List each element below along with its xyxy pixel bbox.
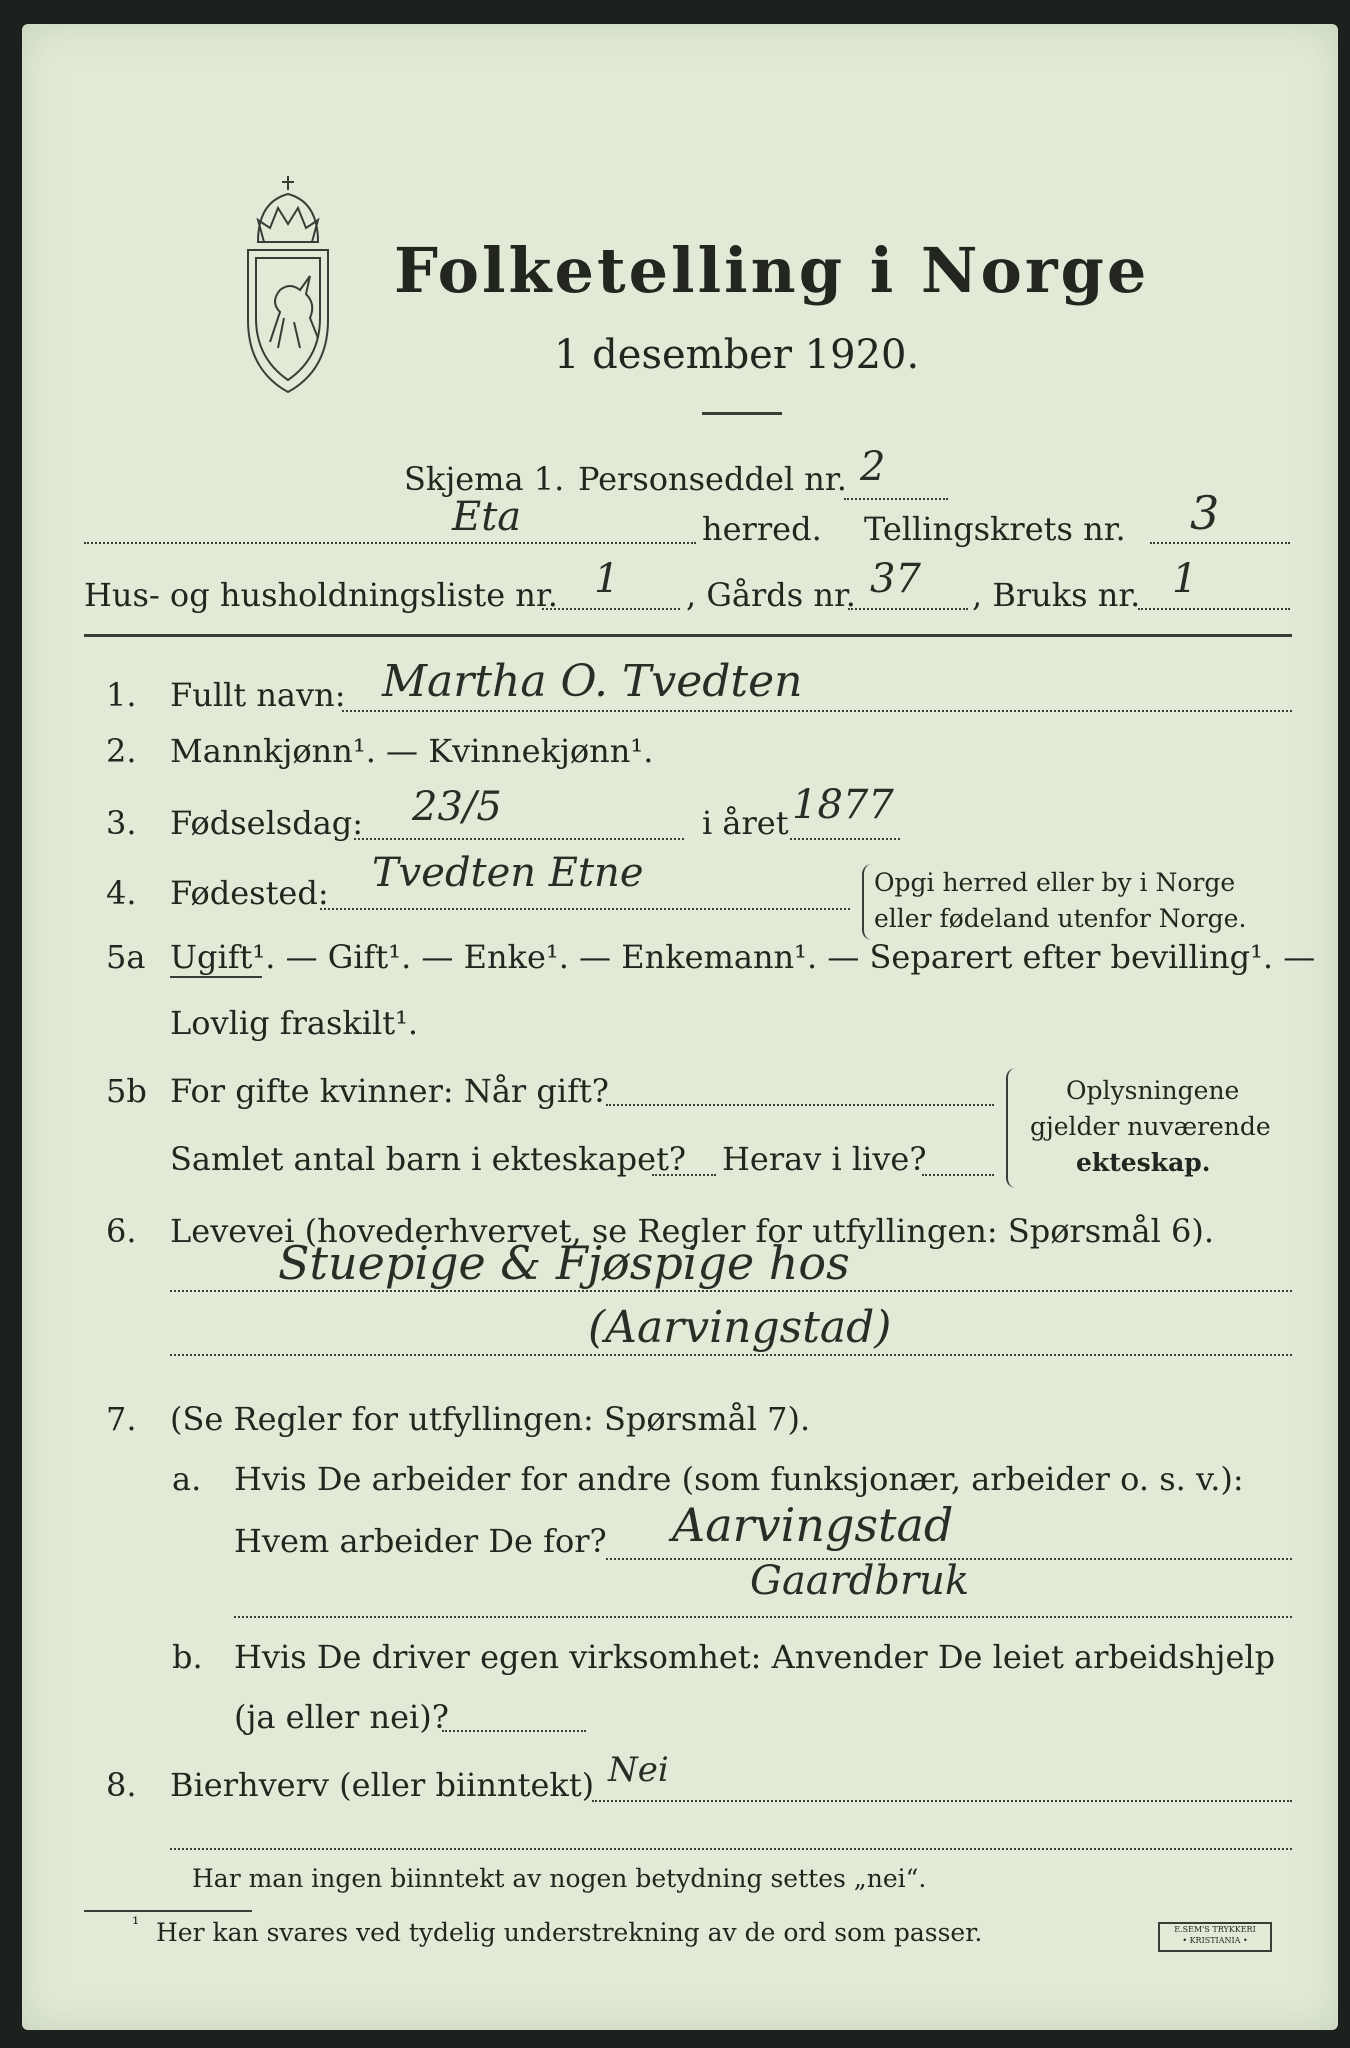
q8-line2 <box>170 1848 1292 1850</box>
q3-year-line <box>790 838 900 840</box>
q7b-letter: b. <box>172 1638 203 1676</box>
q5b-number: 5b <box>106 1072 147 1110</box>
printer-stamp-line2: • KRISTIANIA • <box>1182 1936 1248 1945</box>
bruks-line <box>1138 608 1290 610</box>
q1-line <box>342 710 1292 712</box>
q5b-note-line3: ekteskap. <box>1076 1148 1211 1177</box>
q7a-value-line1: Aarvingstad <box>672 1498 954 1552</box>
q5b-label: For gifte kvinner: Når gift? <box>170 1072 609 1110</box>
q1-label: Fullt navn: <box>170 676 346 714</box>
q7b-label-line2: (ja eller nei)? <box>234 1698 449 1736</box>
q5b-note-line2: gjelder nuværende <box>1030 1112 1271 1141</box>
q5b-children-line <box>652 1174 716 1176</box>
personseddel-label: Personseddel nr. <box>578 460 847 498</box>
tellingskrets-line <box>1150 542 1290 544</box>
biinntekt-note: Har man ingen biinntekt av nogen betydning settes „nei“. <box>192 1864 927 1893</box>
q6-value-line1: Stuepige & Fjøspige hos <box>278 1236 850 1290</box>
printer-stamp <box>1158 1922 1272 1952</box>
tellingskrets-label: Tellingskrets nr. <box>864 510 1126 548</box>
printer-stamp-line1: E.SEM'S TRYKKERI <box>1174 1925 1256 1934</box>
q4-note-line2: eller fødeland utenfor Norge. <box>874 904 1247 933</box>
personseddel-value: 2 <box>860 444 886 490</box>
q8-line <box>592 1800 1292 1802</box>
q7-label: (Se Regler for utfyllingen: Spørsmål 7). <box>170 1400 811 1438</box>
q5b-note-line1: Oplysningene <box>1066 1076 1240 1105</box>
q8-label: Bierhverv (eller biinntekt) <box>170 1766 595 1804</box>
q5b-brace <box>1006 1068 1018 1188</box>
form-date: 1 desember 1920. <box>554 332 920 378</box>
personseddel-line <box>844 498 948 500</box>
q7a-employer-label: Hvem arbeider De for? <box>234 1522 607 1560</box>
gards-value: 37 <box>870 556 921 602</box>
gards-line <box>848 608 968 610</box>
q7-number: 7. <box>106 1400 137 1438</box>
q6-line1 <box>170 1290 1292 1292</box>
q2-label: Mannkjønn¹. — Kvinnekjønn¹. <box>170 732 654 770</box>
q5a-label-line2: Lovlig fraskilt¹. <box>170 1004 419 1042</box>
q6-label: Levevei (hovederhvervet, se Regler for utfyllingen: Spørsmål 6). <box>170 1212 1215 1250</box>
herred-line <box>84 542 696 544</box>
hus-value: 1 <box>594 556 620 602</box>
q4-note-line1: Opgi herred eller by i Norge <box>874 868 1236 897</box>
skjema-label: Skjema 1. <box>404 460 565 498</box>
q4-value: Tvedten Etne <box>372 850 644 896</box>
q2-number: 2. <box>106 732 137 770</box>
form-title: Folketelling i Norge <box>394 234 1150 307</box>
title-divider <box>702 412 782 415</box>
q4-line <box>320 908 850 910</box>
bruks-label: , Bruks nr. <box>972 576 1141 614</box>
hus-line <box>542 608 680 610</box>
q7a-label: Hvis De arbeider for andre (som funksjonær, arbeider o. s. v.): <box>234 1460 1244 1498</box>
q3-value: 23/5 <box>412 784 502 830</box>
q5b-children-label: Samlet antal barn i ekteskapet? <box>170 1140 687 1178</box>
q5b-alive-label: Herav i live? <box>722 1140 927 1178</box>
q7b-label: Hvis De driver egen virksomhet: Anvender De leiet arbeidshjelp <box>234 1638 1276 1676</box>
q5b-alive-line <box>922 1174 994 1176</box>
herred-label: herred. <box>702 510 822 548</box>
bruks-value: 1 <box>1172 556 1198 602</box>
q8-number: 8. <box>106 1766 137 1804</box>
q3-year-value: 1877 <box>792 782 894 828</box>
q7a-line2 <box>234 1616 1292 1618</box>
q4-label: Fødested: <box>170 874 329 912</box>
q5a-label: Ugift¹. — Gift¹. — Enke¹. — Enkemann¹. — Separert efter bevilling¹. — <box>170 938 1316 976</box>
q6-number: 6. <box>106 1212 137 1250</box>
gards-label: , Gårds nr. <box>686 576 856 614</box>
q5b-when-line <box>606 1104 994 1106</box>
q6-line2 <box>170 1354 1292 1356</box>
q1-value: Martha O. Tvedten <box>382 656 803 707</box>
q1-number: 1. <box>106 676 137 714</box>
tellingskrets-value: 3 <box>1190 486 1220 540</box>
q3-label: Fødselsdag: <box>170 804 364 842</box>
q6-value-line2: (Aarvingstad) <box>588 1302 892 1353</box>
coat-of-arms-icon <box>228 172 348 402</box>
ugift-underline <box>170 976 262 978</box>
q4-brace <box>862 864 872 940</box>
header-divider <box>84 634 1292 637</box>
q8-value: Nei <box>608 1750 669 1790</box>
q7b-line <box>442 1730 586 1732</box>
footnote-text: Her kan svares ved tydelig understrekning av de ord som passer. <box>156 1918 983 1947</box>
footnote-divider <box>84 1910 252 1912</box>
q7a-value-line2: Gaardbruk <box>750 1558 970 1604</box>
q4-number: 4. <box>106 874 137 912</box>
q3-year-label: i året <box>702 804 789 842</box>
q3-number: 3. <box>106 804 137 842</box>
footnote-mark: ¹ <box>132 1914 140 1935</box>
hus-label: Hus- og husholdningsliste nr. <box>84 576 558 614</box>
q5a-number: 5a <box>106 938 146 976</box>
herred-value: Eta <box>452 494 522 540</box>
census-form-sheet <box>22 24 1338 2030</box>
q7a-letter: a. <box>172 1460 202 1498</box>
q3-line <box>354 838 684 840</box>
